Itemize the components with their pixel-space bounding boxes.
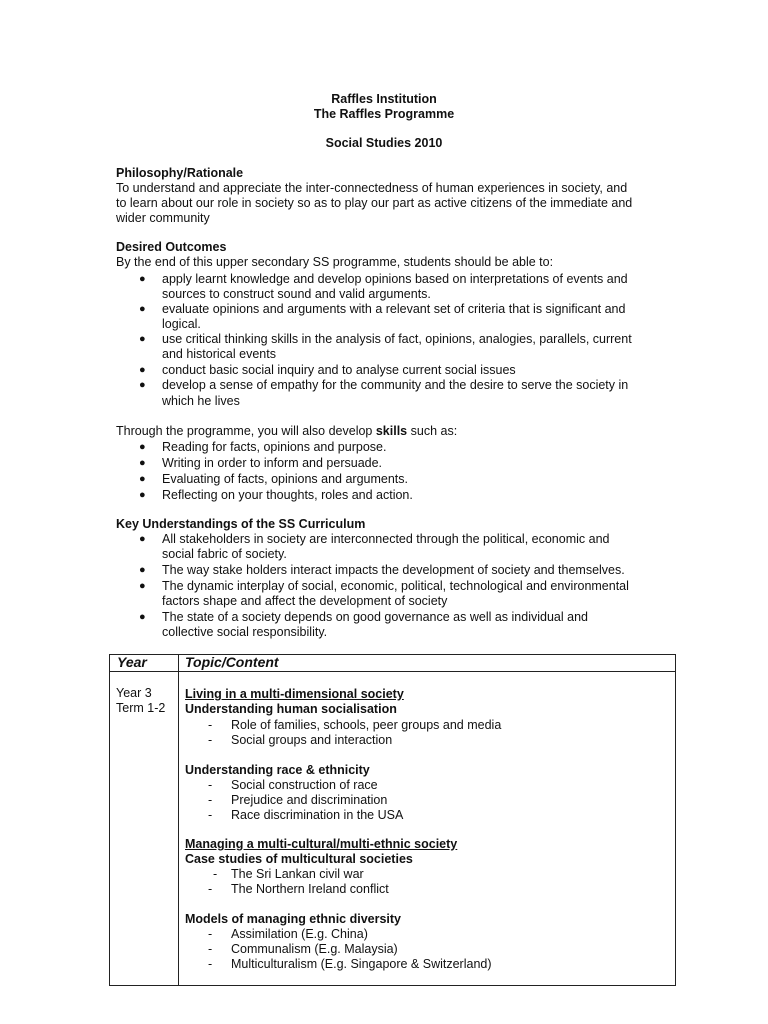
bullet-icon: ● bbox=[139, 580, 146, 592]
understanding-item-cont: collective social responsibility. bbox=[162, 625, 328, 639]
dash-icon: - bbox=[208, 778, 213, 792]
dash-icon: - bbox=[208, 808, 213, 822]
outcome-item: evaluate opinions and arguments with a relevant set of criteria that is significant and bbox=[162, 302, 626, 316]
topic-subheading: Understanding human socialisation bbox=[185, 702, 397, 716]
topic-header: Topic/Content bbox=[185, 654, 279, 670]
topic-cell bbox=[179, 672, 676, 986]
topic-subheading: Case studies of multicultural societies bbox=[185, 852, 413, 866]
table-row bbox=[110, 672, 676, 986]
philosophy-line: wider community bbox=[116, 211, 210, 225]
dash-icon: - bbox=[208, 718, 213, 732]
bullet-icon: ● bbox=[139, 333, 146, 345]
dash-icon: - bbox=[208, 957, 213, 971]
understanding-item: The dynamic interplay of social, economic, political, technological and environmental bbox=[162, 579, 629, 593]
understanding-item: All stakeholders in society are interconnected through the political, economic and bbox=[162, 532, 610, 546]
bullet-icon: ● bbox=[139, 457, 146, 469]
year-header: Year bbox=[117, 654, 147, 670]
programme-title: The Raffles Programme bbox=[313, 107, 455, 121]
dash-icon: - bbox=[213, 867, 218, 881]
outcome-item: develop a sense of empathy for the community and the desire to serve the society in bbox=[162, 378, 629, 392]
skills-intro: Through the programme, you will also develop skills such as: bbox=[116, 424, 458, 438]
topic-item: Role of families, schools, peer groups and media bbox=[231, 718, 502, 732]
bullet-icon: ● bbox=[139, 379, 146, 391]
topic-item: Communalism (E.g. Malaysia) bbox=[231, 942, 398, 956]
outcome-item-cont: logical. bbox=[162, 317, 201, 331]
outcome-item-cont: which he lives bbox=[162, 394, 240, 408]
outcome-item-cont: sources to construct sound and valid arguments. bbox=[162, 287, 431, 301]
understanding-item: The way stake holders interact impacts the development of society and themselves. bbox=[162, 563, 625, 577]
philosophy-heading: Philosophy/Rationale bbox=[116, 166, 244, 180]
institution-title: Raffles Institution bbox=[331, 92, 437, 106]
bullet-icon: ● bbox=[139, 611, 146, 623]
key-understandings-heading: Key Understandings of the SS Curriculum bbox=[116, 517, 366, 531]
topic-item: Prejudice and discrimination bbox=[231, 793, 388, 807]
topic-subheading: Models of managing ethnic diversity bbox=[185, 912, 402, 926]
dash-icon: - bbox=[208, 733, 213, 747]
subject-title: Social Studies 2010 bbox=[325, 136, 443, 150]
outcome-item: conduct basic social inquiry and to analyse current social issues bbox=[162, 363, 516, 377]
skill-item: Writing in order to inform and persuade. bbox=[162, 456, 383, 470]
understanding-item-cont: factors shape and affect the development of society bbox=[162, 594, 448, 608]
topic-item: Multiculturalism (E.g. Singapore & Switzerland) bbox=[231, 957, 492, 971]
year-value: Year 3 bbox=[116, 686, 152, 700]
outcome-item: use critical thinking skills in the analysis of fact, opinions, analogies, parallels, current bbox=[162, 332, 632, 346]
dash-icon: - bbox=[208, 793, 213, 807]
understanding-item: The state of a society depends on good governance as well as individual and bbox=[162, 610, 588, 624]
topic-heading: Living in a multi-dimensional society bbox=[185, 687, 404, 701]
philosophy-line: To understand and appreciate the inter-connectedness of human experiences in society, and bbox=[116, 181, 628, 195]
year-header-cell bbox=[110, 655, 179, 672]
bullet-icon: ● bbox=[139, 303, 146, 315]
topic-item: Assimilation (E.g. China) bbox=[231, 927, 368, 941]
dash-icon: - bbox=[208, 927, 213, 941]
outcomes-heading: Desired Outcomes bbox=[116, 240, 227, 254]
philosophy-line: to learn about our role in society so as to play our part as active citizens of the immediate and bbox=[116, 196, 633, 210]
bullet-icon: ● bbox=[139, 564, 146, 576]
curriculum-table bbox=[109, 654, 676, 986]
bullet-icon: ● bbox=[139, 473, 146, 485]
term-value: Term 1-2 bbox=[116, 701, 166, 715]
bullet-icon: ● bbox=[139, 489, 146, 501]
topic-item: Social construction of race bbox=[231, 778, 378, 792]
skill-item: Reading for facts, opinions and purpose. bbox=[162, 440, 387, 454]
topic-heading: Managing a multi-cultural/multi-ethnic society bbox=[185, 837, 458, 851]
topic-header-cell bbox=[179, 655, 676, 672]
bullet-icon: ● bbox=[139, 364, 146, 376]
bullet-icon: ● bbox=[139, 441, 146, 453]
table-header-row bbox=[110, 655, 676, 672]
outcome-item: apply learnt knowledge and develop opinions based on interpretations of events and bbox=[162, 272, 628, 286]
outcome-item-cont: and historical events bbox=[162, 347, 276, 361]
dash-icon: - bbox=[208, 882, 213, 896]
skill-item: Evaluating of facts, opinions and arguments. bbox=[162, 472, 408, 486]
topic-item: Race discrimination in the USA bbox=[231, 808, 404, 822]
outcomes-intro: By the end of this upper secondary SS programme, students should be able to: bbox=[116, 255, 554, 269]
topic-item: The Sri Lankan civil war bbox=[231, 867, 364, 881]
bullet-icon: ● bbox=[139, 533, 146, 545]
topic-item: Social groups and interaction bbox=[231, 733, 393, 747]
topic-item: The Northern Ireland conflict bbox=[231, 882, 389, 896]
topic-subheading: Understanding race & ethnicity bbox=[185, 763, 370, 777]
understanding-item-cont: social fabric of society. bbox=[162, 547, 287, 561]
year-cell bbox=[110, 672, 179, 986]
skill-item: Reflecting on your thoughts, roles and action. bbox=[162, 488, 413, 502]
dash-icon: - bbox=[208, 942, 213, 956]
bullet-icon: ● bbox=[139, 273, 146, 285]
